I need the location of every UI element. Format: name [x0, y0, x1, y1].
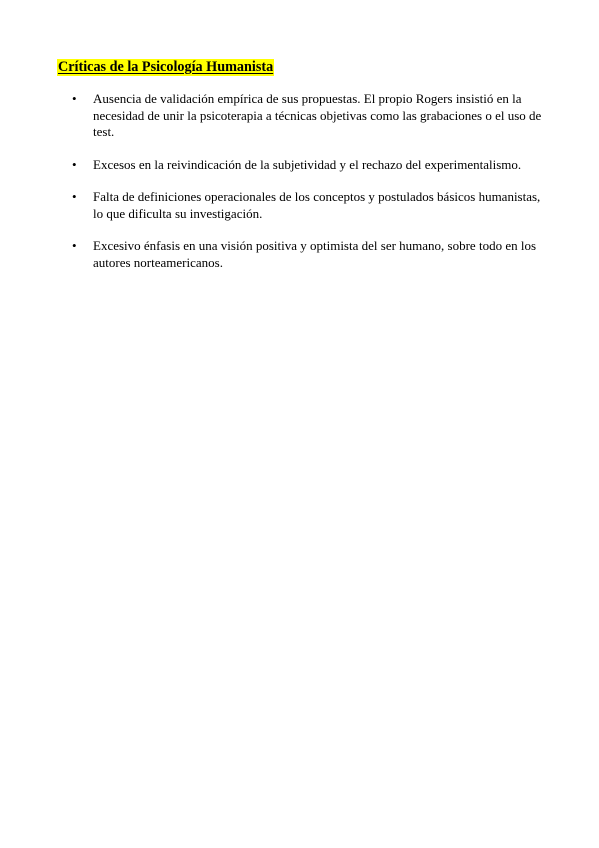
list-item: [0, 238, 599, 271]
bullet-icon: •: [72, 91, 77, 106]
list-item: [0, 157, 599, 174]
list-item-text: Excesivo énfasis en una visión positiva y optimista del ser humano, sobre todo en los autores norteamericanos.: [93, 238, 537, 270]
bullet-icon: •: [72, 238, 77, 253]
list-item: [0, 189, 599, 222]
criticism-list: [0, 91, 599, 287]
list-item-text: Excesos en la reivindicación de la subjetividad y el rechazo del experimentalismo.: [93, 156, 522, 172]
list-item: [0, 91, 599, 141]
section-heading: Críticas de la Psicología Humanista: [58, 59, 274, 75]
bullet-icon: •: [72, 156, 77, 172]
list-item-text: Falta de definiciones operacionales de los conceptos y postulados básicos humanistas, lo que dificulta su investigación.: [93, 189, 541, 221]
bullet-icon: •: [72, 189, 77, 204]
list-item-text: Ausencia de validación empírica de sus propuestas. El propio Rogers insistió en la necesidad de unir la psicoterapia a técnicas objetivas como las grabaciones o el uso de test.: [93, 91, 542, 139]
